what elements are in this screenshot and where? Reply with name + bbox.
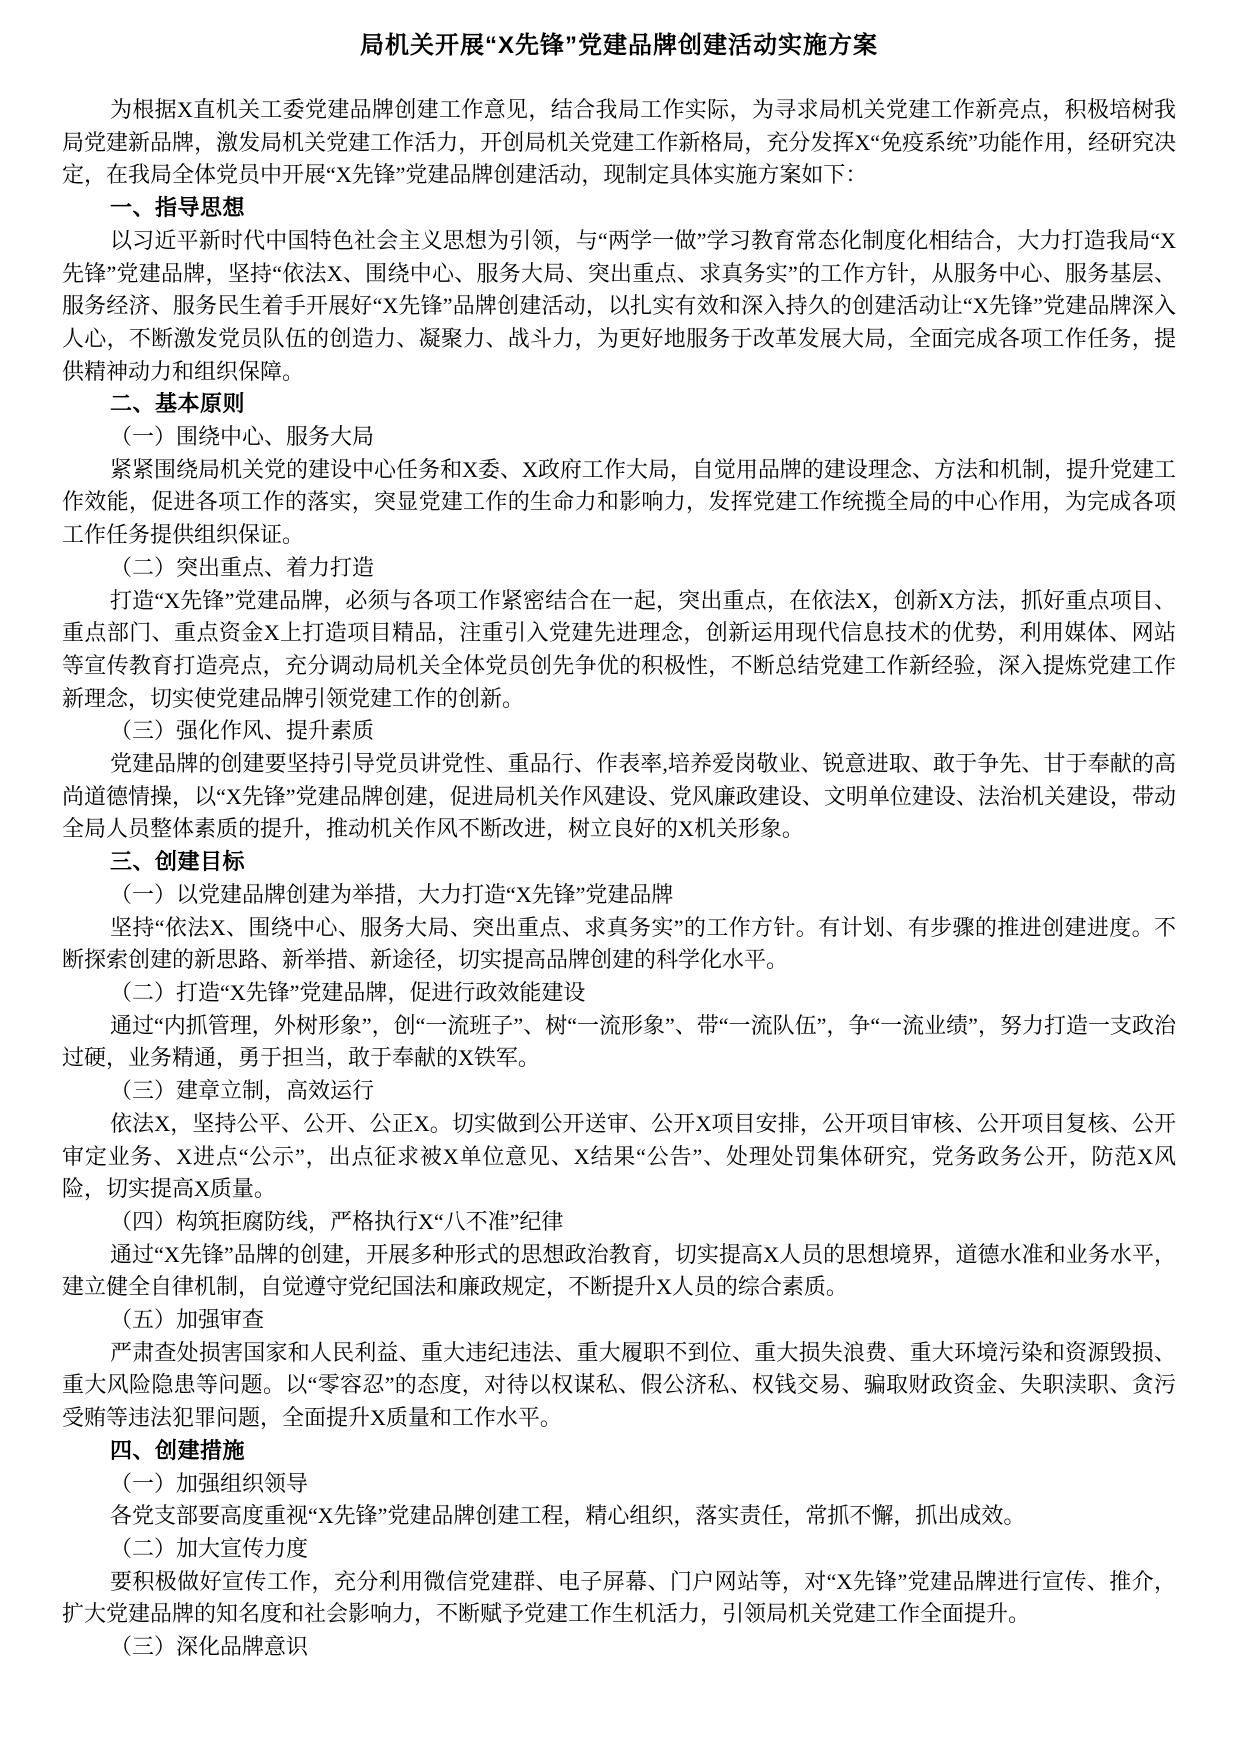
section-heading-1: 一、指导思想 — [110, 195, 246, 221]
paragraph: 各党支部要高度重视“X先锋”党建品牌创建工程，精心组织，落实责任，常抓不懈，抓出成效。 — [110, 1503, 1026, 1529]
paragraph: 要积极做好宣传工作，充分利用微信党建群、电子屏幕、门户网站等，对“X先锋”党建品牌进行宣传、推介，扩大党建品牌的知名度和社会影响力，不断赋予党建工作生机活力，引领局机关党建工作全面提升。 — [62, 1568, 1176, 1627]
subheading-2-2: （二）突出重点、着力打造 — [110, 554, 375, 580]
paragraph: 坚持“依法X、围绕中心、服务大局、突出重点、求真务实”的工作方针。有计划、有步骤的推进创建进度。不断探索创建的新思路、新举措、新途径，切实提高品牌创建的科学化水平。 — [62, 914, 1176, 973]
subheading-4-3: （三）深化品牌意识 — [110, 1634, 309, 1660]
subheading-4-2: （二）加大宣传力度 — [110, 1535, 309, 1561]
paragraph: 打造“X先锋”党建品牌，必须与各项工作紧密结合在一起，突出重点，在依法X，创新X方法，抓好重点项目、重点部门、重点资金X上打造项目精品，注重引入党建先进理念，创新运用现代信息技术的优势，利用媒体、网站等宣传教育打造亮点，充分调动局机关全体党员创先争优的积极性，不断总结党建工作新经验，深入提炼党建工作新理念，切实使党建品牌引领党建工作的创新。 — [62, 587, 1176, 711]
paragraph: 通过“内抓管理，外树形象”，创“一流班子”、树“一流形象”、带“一流队伍”，争“一流业绩”，努力打造一支政治过硬，业务精通，勇于担当，敢于奉献的X铁军。 — [62, 1012, 1176, 1071]
subheading-3-2: （二）打造“X先锋”党建品牌，促进行政效能建设 — [110, 979, 586, 1005]
section-heading-2: 二、基本原则 — [110, 391, 246, 417]
paragraph: 党建品牌的创建要坚持引导党员讲党性、重品行、作表率,培养爱岗敬业、锐意进取、敢于争先、甘于奉献的高尚道德情操，以“X先锋”党建品牌创建，促进局机关作风建设、党风廉政建设、文明单位建设、法治机关建设，带动全局人员整体素质的提升，推动机关作风不断改进，树立良好的X机关形象。 — [62, 751, 1176, 842]
subheading-3-5: （五）加强审查 — [110, 1307, 265, 1333]
subheading-4-1: （一）加强组织领导 — [110, 1470, 309, 1496]
section-heading-4: 四、创建措施 — [110, 1437, 246, 1463]
subheading-2-3: （三）强化作风、提升素质 — [110, 718, 375, 744]
section-heading-3: 三、创建目标 — [110, 849, 246, 875]
paragraph: 紧紧围绕局机关党的建设中心任务和X委、X政府工作大局，自觉用品牌的建设理念、方法和机制，提升党建工作效能，促进各项工作的落实，突显党建工作的生命力和影响力，发挥党建工作统揽全局的中心作用，为完成各项工作任务提供组织保证。 — [62, 456, 1176, 548]
paragraph: 严肃查处损害国家和人民利益、重大违纪违法、重大履职不到位、重大损失浪费、重大环境污染和资源毁损、重大风险隐患等问题。以“零容忍”的态度，对待以权谋私、假公济私、权钱交易、骗取财政资金、失职渎职、贪污受贿等违法犯罪问题，全面提升X质量和工作水平。 — [62, 1339, 1176, 1431]
subheading-2-1: （一）围绕中心、服务大局 — [110, 424, 375, 450]
subheading-3-1: （一）以党建品牌创建为举措，大力打造“X先锋”党建品牌 — [110, 881, 674, 907]
paragraph: 以习近平新时代中国特色社会主义思想为引领，与“两学一做”学习教育常态化制度化相结合，大力打造我局“X先锋”党建品牌，坚持“依法X、围绕中心、服务大局、突出重点、求真务实”的工作方针，从服务中心、服务基层、服务经济、服务民生着手开展好“X先锋”品牌创建活动，以扎实有效和深入持久的创建活动让“X先锋”党建品牌深入人心，不断激发党员队伍的创造力、凝聚力、战斗力，为更好地服务于改革发展大局，全面完成各项工作任务，提供精神动力和组织保障。 — [62, 227, 1176, 384]
subheading-3-4: （四）构筑拒腐防线，严格执行X“八不准”纪律 — [110, 1208, 564, 1234]
paragraph: 通过“X先锋”品牌的创建，开展多种形式的思想政治教育，切实提高X人员的思想境界，道德水准和业务水平，建立健全自律机制，自觉遵守党纪国法和廉政规定，不断提升X人员的综合素质。 — [62, 1241, 1176, 1300]
intro-paragraph: 为根据X直机关工委党建品牌创建工作意见，结合我局工作实际，为寻求局机关党建工作新亮点，积极培树我局党建新品牌，激发局机关党建工作活力，开创局机关党建工作新格局，充分发挥X“免疫系统”功能作用，经研究决定，在我局全体党员中开展“X先锋”党建品牌创建活动，现制定具体实施方案如下： — [62, 97, 1176, 188]
subheading-3-3: （三）建章立制，高效运行 — [110, 1078, 375, 1104]
paragraph: 依法X，坚持公平、公开、公正X。切实做到公开送审、公开X项目安排，公开项目审核、公开项目复核、公开审定业务、X进点“公示”，出点征求被X单位意见、X结果“公告”、处理处罚集体研究，党务政务公开，防范X风险，切实提高X质量。 — [62, 1110, 1176, 1202]
document-title: 局机关开展“X先锋”党建品牌创建活动实施方案 — [359, 32, 878, 59]
